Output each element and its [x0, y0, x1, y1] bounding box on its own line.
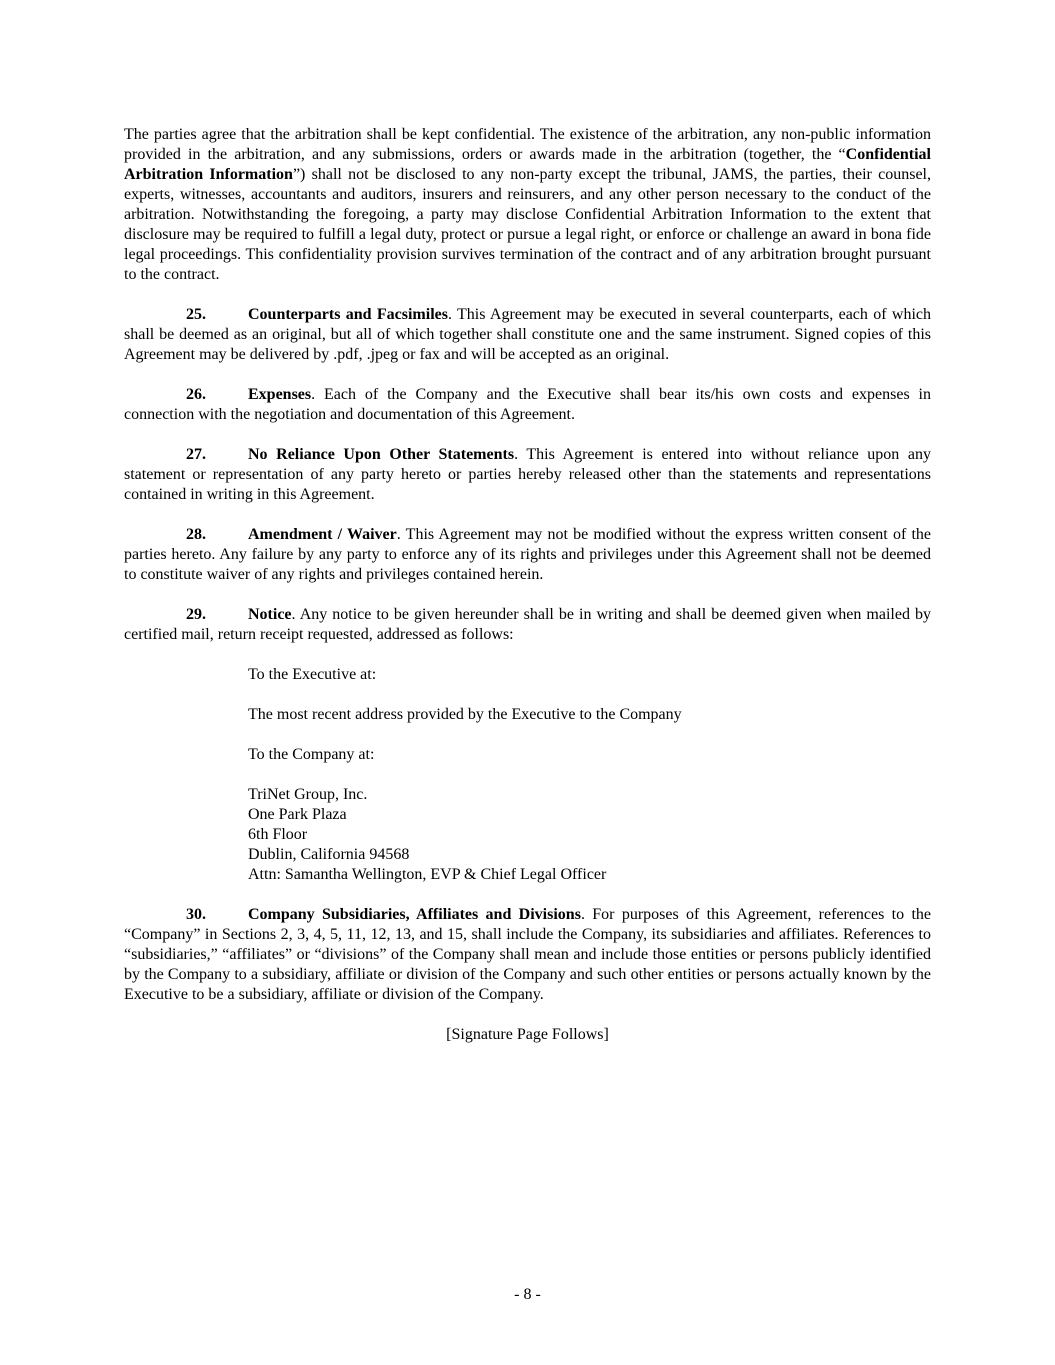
document-page	[124, 125, 931, 1045]
section-body: . This Agreement may not be modified without the express written consent of the parties hereto. Any failure by any party to enforce any of its rights and privileges under this Agreement shall not be deemed to constitute waiver of any rights and privileges contained herein.	[124, 526, 932, 583]
signature-page-note: [Signature Page Follows]	[446, 1026, 609, 1043]
company-label: To the Company at:	[248, 746, 375, 763]
section-number: 29.	[186, 606, 206, 623]
section-heading: Amendment / Waiver	[248, 526, 397, 543]
section-number: 30.	[186, 906, 206, 923]
company-address-line: TriNet Group, Inc.	[248, 786, 368, 803]
section-heading: Company Subsidiaries, Affiliates and Divisions	[248, 906, 581, 923]
defined-term: Confidential Arbitration Information	[124, 146, 931, 183]
section-27	[124, 445, 931, 505]
page-number: - 8 -	[514, 1286, 541, 1303]
section-number: 25.	[186, 306, 206, 323]
section-28	[124, 525, 931, 585]
section-body: . Any notice to be given hereunder shall be in writing and shall be deemed given when mailed by certified mail, return receipt requested, addressed as follows:	[124, 606, 931, 643]
section-29	[124, 605, 931, 645]
section-heading: Expenses	[248, 386, 312, 403]
section-26	[124, 385, 931, 425]
section-heading: No Reliance Upon Other Statements	[248, 446, 515, 463]
section-heading: Notice	[248, 606, 292, 623]
confidentiality-paragraph	[124, 125, 931, 285]
section-body: . Each of the Company and the Executive shall bear its/his own costs and expenses in connection with the negotiation and documentation of this Agreement.	[124, 386, 931, 423]
executive-address: The most recent address provided by the Executive to the Company	[248, 706, 682, 723]
section-number: 28.	[186, 526, 206, 543]
section-body: . This Agreement is entered into without reliance upon any statement or representation of any party hereto or parties hereby released other than the statements and representations contained in writing in this Agreement.	[124, 446, 932, 503]
section-25	[124, 305, 931, 365]
company-address-line: Attn: Samantha Wellington, EVP & Chief Legal Officer	[248, 866, 607, 883]
notice-addresses	[248, 665, 931, 885]
intro-text-start: The parties agree that the arbitration shall be kept confidential. The existence of the arbitration, any non-public information provided in the arbitration, and any submissions, orders or awards made in the arbitration (together, the “	[124, 126, 931, 163]
company-address-line: Dublin, California 94568	[248, 846, 410, 863]
section-body: . This Agreement may be executed in several counterparts, each of which shall be deemed as an original, but all of which together shall constitute one and the same instrument. Signed copies of this Agreement may be delivered by .pdf, .jpeg or fax and will be accepted as an original.	[124, 306, 931, 363]
section-number: 26.	[186, 386, 206, 403]
section-number: 27.	[186, 446, 206, 463]
executive-label: To the Executive at:	[248, 666, 377, 683]
section-body: . For purposes of this Agreement, references to the “Company” in Sections 2, 3, 4, 5, 11, 12, 13, and 15, shall include the Company, its subsidiaries and affiliates. References to “subsidiaries,” “affiliates” or “divisions” of the Company shall mean and include those entities or persons publicly identified by the Company to a subsidiary, affiliate or division of the Company and such other entities or persons actually known by the Executive to be a subsidiary, affiliate or division of the Company.	[124, 906, 932, 1003]
section-heading: Counterparts and Facsimiles	[248, 306, 448, 323]
company-address-line: One Park Plaza	[248, 806, 347, 823]
intro-text-end: ”) shall not be disclosed to any non-party except the tribunal, JAMS, the parties, their counsel, experts, witnesses, accountants and auditors, insurers and reinsurers, and any other person necessary to the conduct of the arbitration. Notwithstanding the foregoing, a party may disclose Confidential Arbitration Information to the extent that disclosure may be required to fulfill a legal duty, protect or pursue a legal right, or enforce or challenge an award in bona fide legal proceedings. This confidentiality provision survives termination of the contract and of any arbitration brought pursuant to the contract.	[124, 166, 931, 283]
company-address-line: 6th Floor	[248, 826, 308, 843]
company-address	[248, 785, 931, 885]
section-30	[124, 905, 931, 1005]
